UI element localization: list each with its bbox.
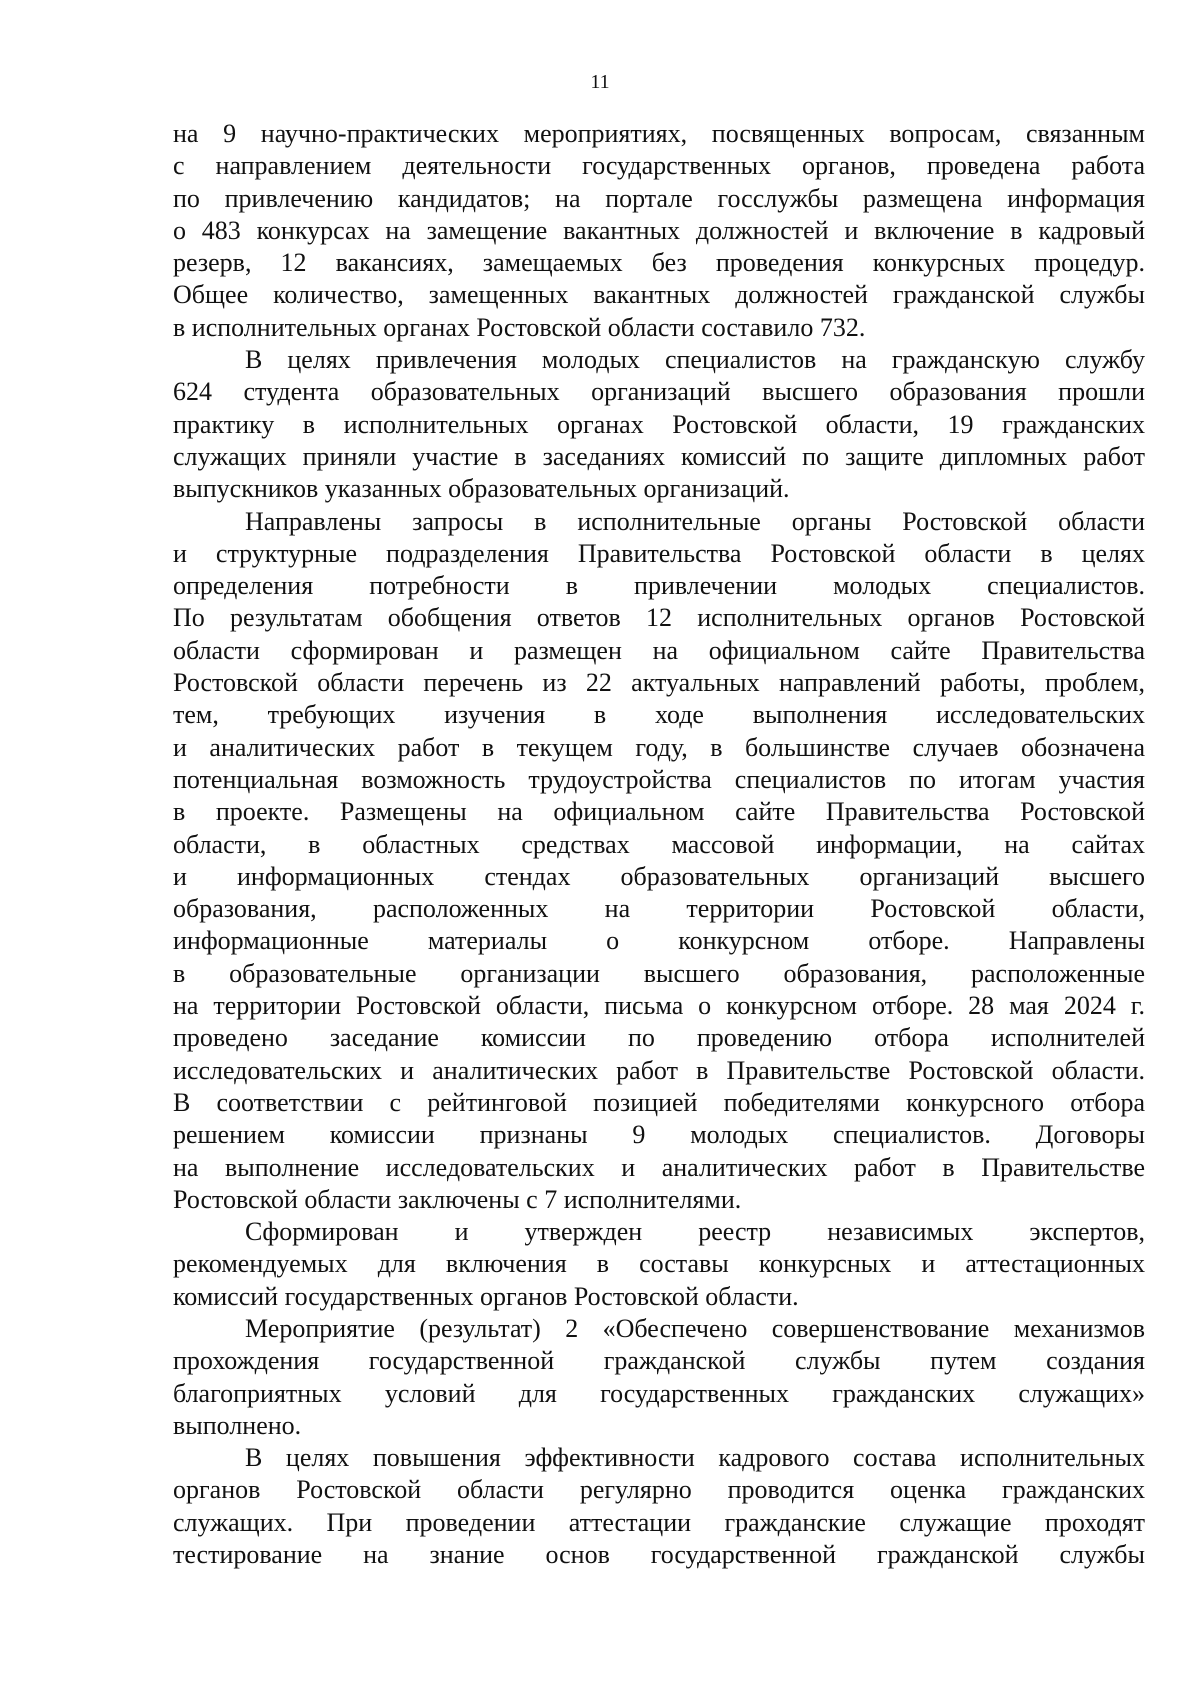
text-line: информационные материалы о конкурсном отборе. Направлены: [173, 926, 1145, 956]
text-line: 624 студента образовательных организаций высшего образования прошли: [173, 377, 1145, 407]
text-line: области сформирован и размещен на официальном сайте Правительства: [173, 635, 1145, 665]
text-line: служащих. При проведении аттестации гражданские служащие проходят: [173, 1507, 1145, 1537]
text-line: Мероприятие (результат) 2 «Обеспечено совершенствование механизмов: [245, 1313, 1145, 1343]
text-line: и информационных стендах образовательных организаций высшего: [173, 861, 1145, 891]
text-line: Ростовской области заключены с 7 исполнителями.: [173, 1184, 742, 1214]
text-line: органов Ростовской области регулярно проводится оценка гражданских: [173, 1475, 1145, 1505]
page-number: 11: [590, 71, 610, 93]
text-line: В целях повышения эффективности кадрового состава исполнительных: [245, 1443, 1145, 1473]
paragraph: [173, 118, 1145, 344]
text-line: о 483 конкурсах на замещение вакантных должностей и включение в кадровый: [173, 215, 1145, 245]
paragraph: [173, 344, 1145, 505]
text-line: тестирование на знание основ государственной гражданской службы: [173, 1540, 1145, 1570]
text-line: По результатам обобщения ответов 12 исполнительных органов Ростовской: [173, 603, 1145, 633]
text-line: в образовательные организации высшего образования, расположенные: [173, 958, 1145, 988]
text-line: и структурные подразделения Правительства Ростовской области в целях: [173, 538, 1145, 568]
paragraph: [173, 1442, 1145, 1571]
text-line: практику в исполнительных органах Ростовской области, 19 гражданских: [173, 409, 1145, 439]
text-line: проведено заседание комиссии по проведению отбора исполнителей: [173, 1023, 1145, 1053]
text-line: и аналитических работ в текущем году, в большинстве случаев обозначена: [173, 732, 1145, 762]
text-line: на территории Ростовской области, письма о конкурсном отборе. 28 мая 2024 г.: [173, 991, 1145, 1021]
text-line: в проекте. Размещены на официальном сайте Правительства Ростовской: [173, 797, 1145, 827]
text-line: В соответствии с рейтинговой позицией победителями конкурсного отбора: [173, 1087, 1145, 1117]
text-line: рекомендуемых для включения в составы конкурсных и аттестационных: [173, 1249, 1145, 1279]
text-line: Направлены запросы в исполнительные органы Ростовской области: [245, 506, 1145, 536]
text-line: на 9 научно-практических мероприятиях, посвященных вопросам, связанным: [173, 119, 1145, 148]
text-line: исследовательских и аналитических работ в Правительстве Ростовской области.: [173, 1055, 1145, 1085]
text-line: образования, расположенных на территории Ростовской области,: [173, 894, 1145, 924]
text-line: по привлечению кандидатов; на портале госслужбы размещена информация: [173, 183, 1145, 213]
text-line: выполнено.: [173, 1410, 302, 1440]
text-line: выпускников указанных образовательных организаций.: [173, 474, 790, 504]
text-line: резерв, 12 вакансиях, замещаемых без проведения конкурсных процедур.: [173, 248, 1145, 278]
document-body: [173, 118, 1145, 1571]
text-line: с направлением деятельности государственных органов, проведена работа: [173, 151, 1145, 181]
text-line: прохождения государственной гражданской службы путем создания: [173, 1346, 1145, 1376]
paragraph: [173, 1313, 1145, 1442]
text-line: Сформирован и утвержден реестр независимых экспертов,: [245, 1217, 1145, 1247]
paragraph: [173, 506, 1145, 1217]
text-line: комиссий государственных органов Ростовской области.: [173, 1281, 799, 1311]
text-line: Ростовской области перечень из 22 актуальных направлений работы, проблем,: [173, 668, 1145, 698]
text-line: на выполнение исследовательских и аналитических работ в Правительстве: [173, 1152, 1145, 1182]
paragraph: [173, 1216, 1145, 1313]
text-line: В целях привлечения молодых специалистов на гражданскую службу: [245, 345, 1145, 375]
text-line: Общее количество, замещенных вакантных должностей гражданской службы: [173, 280, 1145, 310]
text-line: в исполнительных органах Ростовской области составило 732.: [173, 312, 866, 342]
text-line: тем, требующих изучения в ходе выполнения исследовательских: [173, 700, 1145, 730]
text-line: потенциальная возможность трудоустройства специалистов по итогам участия: [173, 764, 1145, 794]
text-line: области, в областных средствах массовой информации, на сайтах: [173, 829, 1145, 859]
text-line: благоприятных условий для государственных гражданских служащих»: [173, 1378, 1145, 1408]
text-line: определения потребности в привлечении молодых специалистов.: [173, 571, 1145, 601]
text-line: служащих приняли участие в заседаниях комиссий по защите дипломных работ: [173, 441, 1145, 471]
text-line: решением комиссии признаны 9 молодых специалистов. Договоры: [173, 1120, 1145, 1150]
